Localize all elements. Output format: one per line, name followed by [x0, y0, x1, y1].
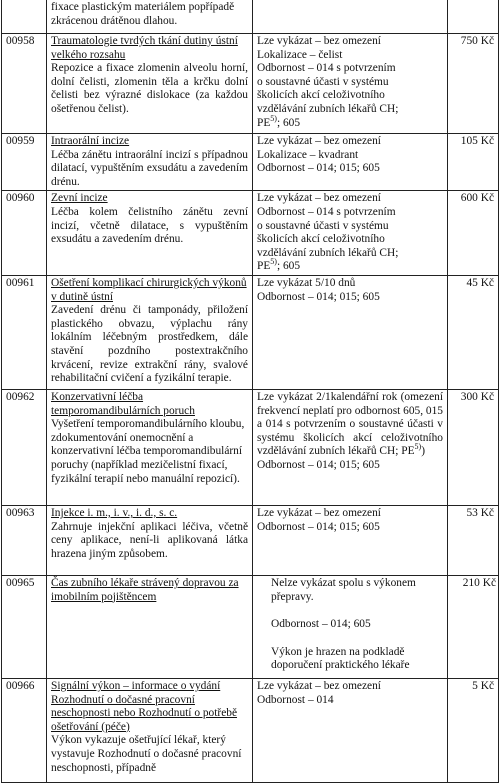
note-line: školicích akcí celoživotního	[257, 233, 385, 246]
note-line: Nelze vykázat spolu s výkonem přepravy.	[271, 576, 416, 603]
procedure-body: Vyšetření temporomandibulárního kloubu, zdokumentování onemocnění a konzervativní léčba temporomandibulární poruchy (například mezičelistní fixací, fyzikální terapií nebo manuální repozicí).	[51, 418, 245, 485]
procedure-code: 00958	[2, 34, 47, 134]
procedure-title: Traumatologie tvrdých tkání dutiny ústní velkého rozsahu	[51, 35, 238, 61]
procedure-notes	[253, 275, 448, 389]
spacer	[271, 632, 443, 646]
procedure-title: Zevní incize	[51, 192, 108, 205]
procedure-price: 105 Kč	[448, 134, 499, 191]
procedure-title: Injekce i. m., i. v., i. d., s. c.	[51, 506, 178, 519]
fee-schedule-table	[1, 0, 499, 783]
note-text: Lze vykázat 2/1kalendářní rok (omezení frekvencí neplatí pro odbornost 605, 015 a 014 s potvrzením o soustavné účasti v systému školicích akcí celoživotního vzdělávání zubních lékařů CH; PE	[257, 390, 444, 458]
table-row	[2, 34, 499, 134]
procedure-notes	[253, 134, 448, 191]
footnote-mark: 5)	[414, 442, 422, 452]
procedure-price: 53 Kč	[448, 505, 499, 575]
note-text: ; 605	[276, 260, 301, 273]
procedure-notes	[253, 505, 448, 575]
note-text: PE	[257, 116, 271, 129]
note-line: Lze vykázat – bez omezení	[257, 679, 381, 692]
note-line: Odbornost – 014; 605	[271, 618, 371, 631]
note-line: Odbornost – 014; 015; 605	[257, 458, 380, 471]
procedure-body: Výkon vykazuje ošetřující lékař, který vystavuje Rozhodnutí o dočasné pracovní neschopnosti, případně	[51, 734, 242, 774]
procedure-body: Léčba zánětu intraorální incizí s případnou dilatací, vypuštěním exsudátu a zavedením drénu.	[51, 148, 248, 188]
procedure-price: 600 Kč	[448, 191, 499, 276]
procedure-code: 00962	[2, 389, 47, 505]
note-line	[257, 257, 443, 274]
procedure-description	[47, 389, 253, 505]
table-row	[2, 275, 499, 389]
procedure-body: fixace plastickým materiálem popřípadě zkrácenou drátěnou dlahou.	[51, 1, 235, 27]
procedure-notes	[253, 0, 448, 34]
procedure-price: 45 Kč	[448, 275, 499, 389]
table-row	[2, 0, 499, 34]
note-line: Odbornost – 014; 015; 605	[257, 162, 380, 175]
note-line: Lze vykázat 5/10 dnů	[257, 276, 356, 289]
procedure-title: Ošetření komplikací chirurgických výkonů v dutině ústní	[51, 276, 247, 303]
footnote-mark: 5)	[270, 257, 277, 267]
table-row	[2, 678, 499, 782]
note-line: Lze vykázat – bez omezení	[257, 192, 381, 205]
table-row	[2, 505, 499, 575]
table-row	[2, 575, 499, 678]
note-paragraph	[257, 391, 443, 459]
procedure-code: 00959	[2, 134, 47, 191]
procedure-price	[448, 0, 499, 34]
note-line: Lokalizace – kvadrant	[257, 148, 359, 161]
procedure-title: Signální výkon – informace o vydání Rozhodnutí o dočasné pracovní neschopnosti nebo Rozhodnutí o potřebě ošetřování (péče)	[51, 679, 238, 733]
procedure-code: 00965	[2, 575, 47, 678]
spacer	[271, 604, 443, 618]
note-line: školicích akcí celoživotního	[257, 89, 385, 102]
note-line: Odbornost – 014 s potvrzením	[257, 205, 396, 218]
procedure-code: 00966	[2, 678, 47, 782]
procedure-notes	[253, 678, 448, 782]
note-line: Výkon je hrazen na podkladě doporučení praktického lékaře	[271, 645, 410, 672]
procedure-code: 00963	[2, 505, 47, 575]
note-line: Odbornost – 014; 015; 605	[257, 290, 380, 303]
note-text: ; 605	[276, 116, 301, 129]
procedure-notes	[253, 575, 448, 678]
note-line	[257, 113, 443, 131]
note-text: PE	[257, 260, 271, 273]
note-line: Odbornost – 014 s potvrzením	[257, 62, 396, 75]
note-line: Lze vykázat – bez omezení	[257, 135, 381, 147]
note-line: vzdělávání zubních lékařů CH;	[257, 246, 399, 259]
procedure-price: 5 Kč	[448, 678, 499, 782]
note-line: Lokalizace – čelist	[257, 48, 343, 61]
procedure-description	[47, 134, 253, 191]
procedure-price: 750 Kč	[448, 34, 499, 134]
note-line: Odbornost – 014	[257, 693, 334, 706]
table-row	[2, 134, 499, 191]
procedure-description	[47, 505, 253, 575]
procedure-notes	[253, 389, 448, 505]
procedure-description	[47, 275, 253, 389]
note-line: Odbornost – 014; 015; 605	[257, 520, 380, 533]
procedure-description	[47, 575, 253, 678]
procedure-code: 00960	[2, 191, 47, 276]
procedure-code	[2, 0, 47, 34]
note-line: vzdělávání zubních lékařů CH;	[257, 102, 399, 115]
procedure-price: 210 Kč	[448, 575, 499, 678]
procedure-code: 00961	[2, 275, 47, 389]
procedure-title: Konzervativní léčba temporomandibulárních poruch	[51, 390, 195, 417]
procedure-notes	[253, 34, 448, 134]
note-text: )	[421, 445, 425, 458]
footnote-mark: 5)	[270, 113, 277, 123]
procedure-body: Zahrnuje injekční aplikaci léčiva, včetně ceny aplikace, není-li aplikovaná látka hrazena jiným způsobem.	[51, 520, 248, 560]
procedure-title: Čas zubního lékaře strávený dopravou za imobilním pojištěncem	[51, 576, 239, 603]
note-line: o soustavné účasti v systému	[257, 219, 389, 232]
procedure-description	[47, 0, 253, 34]
procedure-body: Léčba kolem čelistního zánětu zevní incizí, včetně dilatace, s vypuštěním exsudátu a zavedením drénu.	[51, 205, 248, 246]
table-row	[2, 191, 499, 276]
procedure-price: 300 Kč	[448, 389, 499, 505]
procedure-description	[47, 678, 253, 782]
note-line: Lze vykázat – bez omezení	[257, 506, 381, 519]
note-line: o soustavné účasti v systému	[257, 75, 389, 88]
note-line: Lze vykázat – bez omezení	[257, 35, 381, 47]
procedure-description	[47, 191, 253, 276]
table-row	[2, 389, 499, 505]
procedure-body: Zavedení drénu či tamponády, přiložení plastického obvazu, výplachu rány lokálním léčebným prostředkem, dále stavění pozdního postextrakčního krvácení, revize extrakční rány, svalové rehabilitační cvičení a fyzikální terapie.	[51, 304, 248, 385]
procedure-notes	[253, 191, 448, 276]
procedure-title: Intraorální incize	[51, 135, 130, 147]
procedure-description	[47, 34, 253, 134]
procedure-body: Repozice a fixace zlomenin alveolu horní, dolní čelisti, zlomenin těla a krčku dolní čelisti bez výrazné dislokace (za každou ošetřenou čelist).	[51, 62, 248, 115]
